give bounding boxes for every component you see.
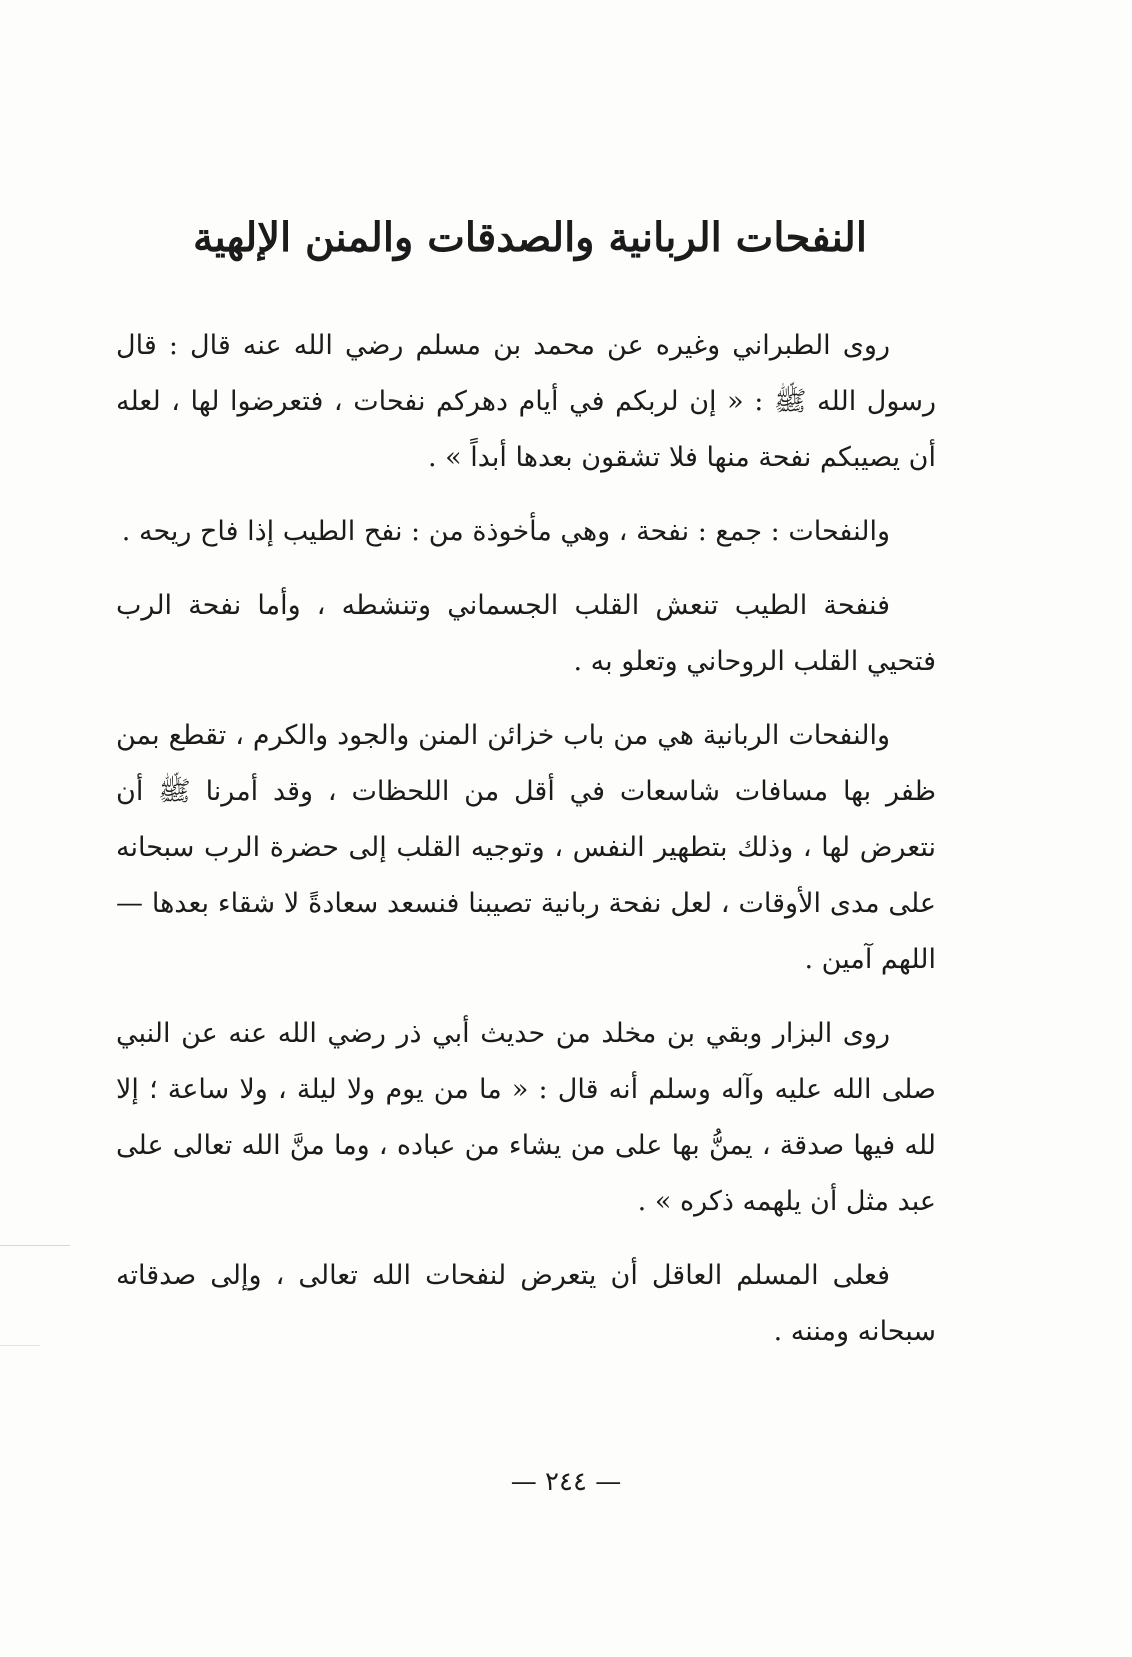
- chapter-title: النفحات الربانية والصدقات والمنن الإلهية: [193, 214, 867, 261]
- scan-edge-line-lower: [0, 1345, 40, 1346]
- paragraph-hadith-tabarani: روى الطبراني وغيره عن محمد بن مسلم رضي الله عنه قال : قال رسول الله ﷺ : « إن لربكم في أيام دهركم نفحات ، فتعرضوا لها ، لعله أن يصيبكم نفحة منها فلا تشقون بعدها أبداً » .: [116, 330, 936, 473]
- paragraph-explanation: والنفحات الربانية هي من باب خزائن المنن والجود والكرم ، تقطع بمن ظفر بها مسافات شاسعات في أقل من اللحظات ، وقد أمرنا ﷺ أن نتعرض لها ، وذلك بتطهير النفس ، وتوجيه القلب إلى حضرة الرب سبحانه على مدى الأوقات ، لعل نفحة ربانية تصيبنا فنسعد سعادةً لا شقاء بعدها — اللهم آمين .: [116, 720, 936, 975]
- paragraph-comparison: فنفحة الطيب تنعش القلب الجسماني وتنشطه ، وأما نفحة الرب فتحيي القلب الروحاني وتعلو به .: [116, 590, 936, 677]
- scan-edge-line: [0, 1245, 70, 1246]
- page-number: — ٢٤٤ —: [510, 1467, 622, 1497]
- paragraph-definition: والنفحات : جمع : نفحة ، وهي مأخوذة من : نفح الطيب إذا فاح ريحه .: [121, 516, 890, 547]
- paragraph-hadith-bazzar: روى البزار وبقي بن مخلد من حديث أبي ذر رضي الله عنه عن النبي صلى الله عليه وآله وسلم أنه قال : « ما من يوم ولا ليلة ، ولا ساعة ؛ إلا لله فيها صدقة ، يمنُّ بها على من يشاء من عباده ، وما منَّ الله تعالى على عبد مثل أن يلهمه ذكره » .: [116, 1018, 936, 1217]
- chapter-body: [116, 318, 936, 1378]
- paragraph-conclusion: فعلى المسلم العاقل أن يتعرض لنفحات الله تعالى ، وإلى صدقاته سبحانه ومننه .: [116, 1260, 936, 1347]
